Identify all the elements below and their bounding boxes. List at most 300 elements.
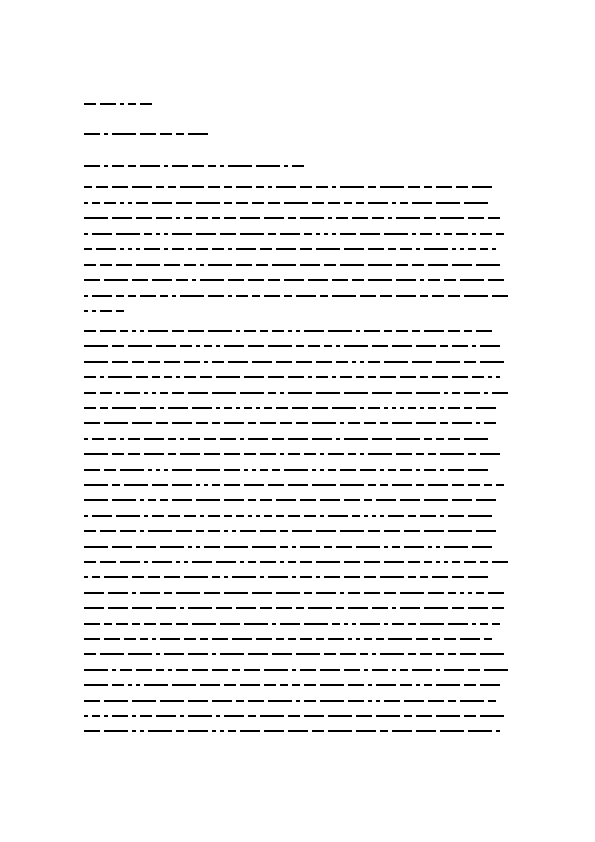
text-glyph-run: [152, 515, 164, 517]
text-glyph-run: [488, 700, 496, 702]
text-glyph-run: [84, 561, 96, 563]
text-glyph-run: [288, 392, 312, 394]
text-glyph-run: [424, 217, 436, 219]
text-glyph-run: [84, 484, 108, 486]
text-glyph-run: [284, 202, 308, 204]
text-glyph-run: [204, 361, 208, 363]
text-glyph-run: [116, 310, 124, 312]
text-glyph-run: [100, 103, 116, 105]
text-glyph-run: [120, 530, 136, 532]
text-glyph-run: [304, 715, 324, 717]
text-glyph-run: [120, 330, 128, 332]
text-glyph-run: [468, 248, 476, 250]
text-glyph-run: [84, 202, 88, 204]
text-glyph-run: [128, 684, 132, 686]
text-glyph-run: [472, 623, 476, 625]
text-glyph-run: [228, 361, 248, 363]
text-glyph-run: [448, 469, 464, 471]
text-glyph-run: [280, 684, 288, 686]
text-glyph-run: [84, 715, 88, 717]
text-glyph-run: [172, 684, 196, 686]
text-glyph-run: [468, 469, 488, 471]
text-glyph-run: [256, 638, 272, 640]
text-glyph-run: [268, 345, 292, 347]
text-glyph-run: [464, 715, 476, 717]
text-glyph-run: [244, 407, 252, 409]
text-glyph-run: [184, 264, 196, 266]
text-glyph-run: [332, 376, 336, 378]
text-glyph-run: [84, 330, 96, 332]
text-glyph-run: [184, 561, 188, 563]
text-glyph-run: [436, 684, 460, 686]
text-glyph-run: [392, 623, 404, 625]
text-glyph-run: [244, 623, 268, 625]
text-glyph-run: [324, 576, 340, 578]
text-glyph-run: [236, 515, 244, 517]
text-glyph-run: [184, 217, 192, 219]
text-glyph-run: [232, 530, 236, 532]
text-glyph-run: [460, 700, 484, 702]
text-glyph-run: [396, 295, 416, 297]
text-glyph-run: [368, 264, 392, 266]
text-glyph-run: [184, 376, 196, 378]
text-glyph-run: [300, 576, 312, 578]
text-glyph-run: [452, 392, 460, 394]
text-glyph-run: [220, 165, 224, 167]
text-glyph-run: [328, 730, 352, 732]
text-glyph-run: [128, 202, 132, 204]
text-glyph-run: [164, 469, 168, 471]
text-glyph-run: [132, 422, 152, 424]
text-glyph-run: [200, 684, 220, 686]
text-glyph-run: [260, 422, 276, 424]
text-glyph-run: [128, 248, 132, 250]
text-glyph-run: [132, 715, 136, 717]
text-glyph-run: [480, 361, 504, 363]
text-glyph-run: [352, 279, 364, 281]
text-glyph-run: [236, 186, 252, 188]
text-glyph-run: [280, 623, 300, 625]
text-glyph-run: [280, 530, 288, 532]
text-glyph-run: [344, 669, 360, 671]
text-glyph-run: [248, 515, 252, 517]
text-glyph-run: [212, 361, 224, 363]
text-glyph-run: [140, 730, 144, 732]
text-glyph-run: [372, 653, 376, 655]
text-glyph-run: [392, 345, 412, 347]
text-glyph-run: [132, 576, 144, 578]
text-glyph-run: [340, 376, 352, 378]
paragraph-line: [84, 405, 508, 411]
text-glyph-run: [468, 592, 472, 594]
text-glyph-run: [496, 484, 504, 486]
text-glyph-run: [268, 233, 276, 235]
text-glyph-run: [328, 330, 352, 332]
text-glyph-run: [216, 561, 236, 563]
text-glyph-run: [180, 607, 184, 609]
text-glyph-run: [172, 330, 184, 332]
text-glyph-run: [104, 623, 112, 625]
text-glyph-run: [324, 233, 328, 235]
text-glyph-run: [436, 653, 444, 655]
text-glyph-run: [464, 438, 488, 440]
text-glyph-run: [196, 469, 220, 471]
text-glyph-run: [240, 684, 260, 686]
text-glyph-run: [268, 576, 288, 578]
text-glyph-run: [128, 345, 152, 347]
text-glyph-run: [364, 330, 380, 332]
text-glyph-run: [436, 669, 440, 671]
text-glyph-run: [132, 730, 136, 732]
text-glyph-run: [380, 653, 404, 655]
text-glyph-run: [188, 438, 200, 440]
text-glyph-run: [224, 484, 240, 486]
text-glyph-run: [148, 499, 156, 501]
text-glyph-run: [252, 469, 256, 471]
text-glyph-run: [340, 530, 364, 532]
text-glyph-run: [224, 453, 240, 455]
text-glyph-run: [312, 730, 324, 732]
text-glyph-run: [212, 422, 220, 424]
text-glyph-run: [188, 546, 192, 548]
text-glyph-run: [464, 392, 480, 394]
text-glyph-run: [344, 576, 360, 578]
text-glyph-run: [148, 469, 152, 471]
text-glyph-run: [132, 279, 148, 281]
text-glyph-run: [400, 592, 424, 594]
text-glyph-run: [380, 515, 384, 517]
text-glyph-run: [472, 376, 484, 378]
text-glyph-run: [220, 233, 236, 235]
text-glyph-run: [228, 165, 252, 167]
text-glyph-run: [144, 438, 164, 440]
text-glyph-run: [464, 330, 472, 332]
text-glyph-run: [300, 669, 316, 671]
text-glyph-run: [364, 561, 380, 563]
text-glyph-run: [448, 530, 472, 532]
text-glyph-run: [240, 233, 264, 235]
text-glyph-run: [136, 546, 156, 548]
text-glyph-run: [140, 530, 144, 532]
text-glyph-run: [324, 653, 336, 655]
text-glyph-run: [364, 669, 368, 671]
text-glyph-run: [348, 638, 352, 640]
text-glyph-run: [244, 376, 264, 378]
text-glyph-run: [372, 669, 388, 671]
text-glyph-run: [176, 592, 200, 594]
text-glyph-run: [436, 546, 440, 548]
text-glyph-run: [392, 730, 412, 732]
text-glyph-run: [184, 515, 196, 517]
text-glyph-run: [304, 515, 316, 517]
text-glyph-run: [84, 469, 100, 471]
text-glyph-run: [240, 730, 260, 732]
text-glyph-run: [356, 715, 372, 717]
text-glyph-run: [152, 376, 160, 378]
text-glyph-run: [260, 607, 272, 609]
text-glyph-run: [268, 392, 276, 394]
text-glyph-run: [164, 264, 180, 266]
text-glyph-run: [144, 515, 148, 517]
text-glyph-run: [156, 653, 160, 655]
text-glyph-run: [268, 376, 284, 378]
text-glyph-run: [188, 607, 212, 609]
paragraph-line: [84, 497, 508, 503]
text-glyph-run: [296, 345, 304, 347]
text-glyph-run: [200, 638, 208, 640]
text-glyph-run: [144, 233, 152, 235]
paragraph-line: [84, 698, 508, 704]
text-glyph-run: [148, 361, 160, 363]
text-glyph-run: [368, 484, 376, 486]
text-glyph-run: [312, 484, 336, 486]
text-glyph-run: [152, 638, 156, 640]
text-glyph-run: [436, 715, 460, 717]
text-glyph-run: [244, 330, 256, 332]
text-glyph-run: [396, 453, 412, 455]
text-glyph-run: [112, 499, 136, 501]
text-glyph-run: [208, 295, 224, 297]
text-glyph-run: [84, 422, 100, 424]
text-glyph-run: [368, 376, 376, 378]
text-glyph-run: [348, 422, 360, 424]
text-glyph-run: [232, 576, 256, 578]
text-glyph-run: [196, 422, 208, 424]
text-glyph-run: [480, 561, 488, 563]
text-glyph-run: [344, 561, 360, 563]
text-glyph-run: [296, 422, 308, 424]
text-glyph-run: [152, 392, 156, 394]
text-glyph-run: [92, 715, 100, 717]
text-glyph-run: [336, 217, 348, 219]
text-glyph-run: [84, 530, 96, 532]
paragraph-line: [84, 390, 508, 396]
heading-line: [84, 131, 212, 137]
text-glyph-run: [384, 700, 400, 702]
text-glyph-run: [432, 638, 440, 640]
text-glyph-run: [156, 715, 176, 717]
text-glyph-run: [204, 546, 220, 548]
text-glyph-run: [488, 376, 492, 378]
text-glyph-run: [260, 561, 276, 563]
text-glyph-run: [140, 638, 148, 640]
text-glyph-run: [192, 165, 204, 167]
text-glyph-run: [196, 202, 220, 204]
text-glyph-run: [416, 638, 428, 640]
text-glyph-run: [384, 233, 408, 235]
text-glyph-run: [248, 561, 256, 563]
text-glyph-run: [316, 392, 340, 394]
text-glyph-run: [384, 546, 388, 548]
text-glyph-run: [196, 530, 204, 532]
text-glyph-run: [196, 499, 220, 501]
text-glyph-run: [212, 653, 216, 655]
text-glyph-run: [320, 453, 324, 455]
text-glyph-run: [112, 217, 132, 219]
text-glyph-run: [104, 576, 128, 578]
text-glyph-run: [140, 330, 144, 332]
text-glyph-run: [384, 561, 404, 563]
text-glyph-run: [444, 561, 448, 563]
text-glyph-run: [176, 279, 188, 281]
text-glyph-run: [236, 407, 240, 409]
text-glyph-run: [428, 407, 436, 409]
text-glyph-run: [140, 407, 156, 409]
text-glyph-run: [320, 295, 328, 297]
text-glyph-run: [428, 279, 440, 281]
text-glyph-run: [496, 376, 500, 378]
text-glyph-run: [196, 484, 200, 486]
text-glyph-run: [172, 392, 184, 394]
text-glyph-run: [312, 407, 328, 409]
text-glyph-run: [356, 330, 360, 332]
paragraph-line: [84, 359, 508, 365]
text-glyph-run: [168, 186, 176, 188]
text-glyph-run: [100, 561, 116, 563]
text-glyph-run: [452, 264, 472, 266]
text-glyph-run: [164, 376, 172, 378]
text-glyph-run: [360, 295, 376, 297]
text-glyph-run: [204, 345, 212, 347]
text-glyph-run: [368, 407, 380, 409]
text-glyph-run: [356, 730, 376, 732]
text-glyph-run: [128, 295, 136, 297]
text-glyph-run: [160, 623, 172, 625]
text-glyph-run: [100, 264, 112, 266]
text-glyph-run: [332, 623, 340, 625]
text-glyph-run: [252, 295, 260, 297]
text-glyph-run: [288, 484, 308, 486]
text-glyph-run: [116, 233, 140, 235]
text-glyph-run: [392, 484, 412, 486]
text-glyph-run: [384, 361, 408, 363]
text-glyph-run: [244, 484, 264, 486]
text-glyph-run: [84, 248, 92, 250]
text-glyph-run: [292, 669, 296, 671]
text-glyph-run: [136, 669, 152, 671]
text-glyph-run: [400, 407, 404, 409]
text-glyph-run: [300, 638, 312, 640]
text-glyph-run: [316, 561, 340, 563]
text-glyph-run: [320, 469, 324, 471]
text-glyph-run: [232, 638, 252, 640]
text-glyph-run: [236, 248, 256, 250]
text-glyph-run: [380, 469, 384, 471]
text-glyph-run: [100, 407, 108, 409]
text-glyph-run: [396, 279, 416, 281]
text-glyph-run: [116, 264, 132, 266]
text-glyph-run: [84, 623, 100, 625]
text-glyph-run: [248, 345, 264, 347]
text-glyph-run: [412, 233, 416, 235]
text-glyph-run: [316, 233, 320, 235]
text-glyph-run: [136, 264, 160, 266]
text-glyph-run: [168, 515, 180, 517]
paragraph-line: [84, 215, 508, 221]
text-glyph-run: [384, 623, 388, 625]
text-glyph-run: [316, 592, 336, 594]
text-glyph-run: [84, 730, 100, 732]
text-glyph-run: [100, 530, 116, 532]
text-glyph-run: [384, 530, 400, 532]
text-glyph-run: [388, 248, 396, 250]
text-glyph-run: [164, 361, 180, 363]
text-glyph-run: [184, 361, 200, 363]
text-glyph-run: [316, 248, 340, 250]
text-glyph-run: [328, 715, 352, 717]
text-glyph-run: [288, 715, 300, 717]
text-glyph-run: [424, 561, 432, 563]
text-glyph-run: [224, 515, 232, 517]
text-glyph-run: [144, 684, 168, 686]
text-glyph-run: [212, 217, 220, 219]
text-glyph-run: [128, 165, 136, 167]
text-glyph-run: [404, 530, 420, 532]
paragraph-line: [84, 420, 508, 426]
text-glyph-run: [384, 407, 388, 409]
text-glyph-run: [92, 576, 100, 578]
text-glyph-run: [344, 438, 368, 440]
text-glyph-run: [212, 576, 220, 578]
text-glyph-run: [136, 684, 140, 686]
text-glyph-run: [356, 546, 380, 548]
text-glyph-run: [140, 295, 156, 297]
text-glyph-run: [444, 233, 452, 235]
text-glyph-run: [268, 279, 280, 281]
text-glyph-run: [464, 202, 488, 204]
text-glyph-run: [340, 186, 364, 188]
text-glyph-run: [100, 310, 112, 312]
text-glyph-run: [344, 248, 364, 250]
text-glyph-run: [484, 669, 508, 671]
text-glyph-run: [176, 133, 184, 135]
text-glyph-run: [224, 684, 236, 686]
text-glyph-run: [244, 453, 256, 455]
text-glyph-run: [284, 295, 292, 297]
text-glyph-run: [220, 653, 244, 655]
text-glyph-run: [208, 530, 220, 532]
text-glyph-run: [84, 515, 88, 517]
text-glyph-run: [456, 186, 468, 188]
text-glyph-run: [272, 653, 292, 655]
paragraph-line: [84, 482, 508, 488]
text-glyph-run: [392, 422, 412, 424]
text-glyph-run: [468, 730, 492, 732]
text-glyph-run: [132, 330, 136, 332]
text-glyph-run: [256, 264, 268, 266]
text-glyph-run: [480, 248, 488, 250]
text-glyph-run: [312, 202, 324, 204]
text-glyph-run: [332, 295, 356, 297]
text-glyph-run: [420, 515, 436, 517]
text-glyph-run: [400, 499, 420, 501]
text-glyph-run: [280, 453, 284, 455]
text-glyph-run: [160, 392, 168, 394]
text-glyph-run: [300, 248, 312, 250]
text-glyph-run: [408, 186, 420, 188]
text-glyph-run: [476, 330, 492, 332]
text-glyph-run: [328, 453, 344, 455]
text-glyph-run: [84, 499, 108, 501]
text-glyph-run: [368, 530, 380, 532]
paragraph-line: [84, 277, 508, 283]
text-glyph-run: [104, 469, 116, 471]
text-glyph-run: [296, 653, 320, 655]
text-glyph-run: [316, 186, 328, 188]
text-glyph-run: [468, 515, 492, 517]
text-glyph-run: [276, 499, 296, 501]
text-glyph-run: [212, 669, 228, 671]
